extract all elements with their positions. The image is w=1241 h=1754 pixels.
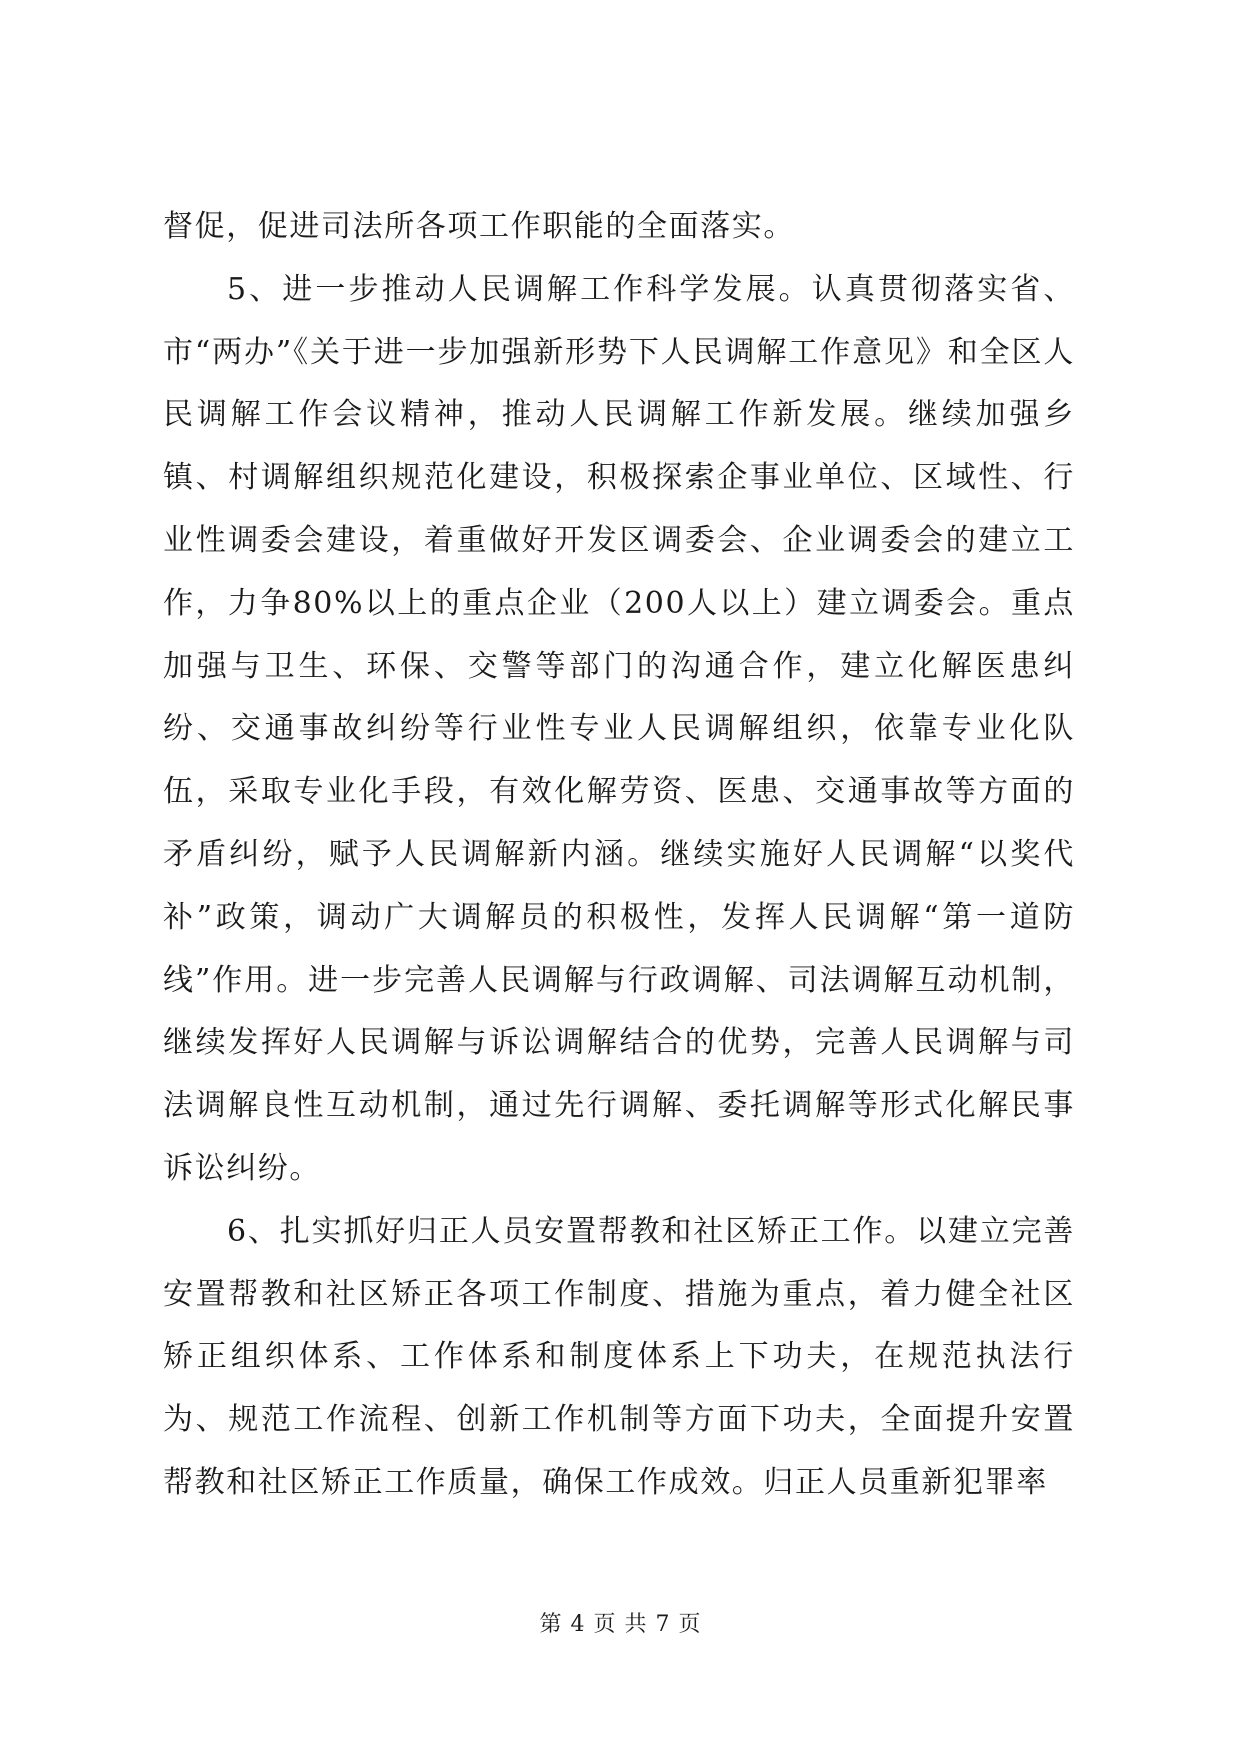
page-number-footer: 第 4 页 共 7 页 — [539, 1612, 702, 1637]
document-body — [163, 196, 1075, 1515]
paragraph-continuation: 督促，促进司法所各项工作职能的全面落实。 — [163, 209, 795, 244]
paragraph-item-5: 5、进一步推动人民调解工作科学发展。认真贯彻落实省、市“两办”《关于进一步加强新形势下人民调解工作意见》和全区人民调解工作会议精神，推动人民调解工作新发展。继续加强乡镇、村调解组织规范化建设，积极探索企事业单位、区域性、行业性调委会建设，着重做好开发区调委会、企业调委会的建立工作，力争80%以上的重点企业（200人以上）建立调委会。重点加强与卫生、环保、交警等部门的沟通合作，建立化解医患纠纷、交通事故纠纷等行业性专业人民调解组织，依靠专业化队伍，采取专业化手段，有效化解劳资、医患、交通事故等方面的矛盾纠纷，赋予人民调解新内涵。继续实施好人民调解“以奖代补”政策，调动广大调解员的积极性，发挥人民调解“第一道防线”作用。进一步完善人民调解与行政调解、司法调解互动机制，继续发挥好人民调解与诉讼调解结合的优势，完善人民调解与司法调解良性互动机制，通过先行调解、委托调解等形式化解民事诉讼纠纷。 — [163, 271, 1075, 1186]
paragraph-item-6: 6、扎实抓好归正人员安置帮教和社区矫正工作。以建立完善安置帮教和社区矫正各项工作制度、措施为重点，着力健全社区矫正组织体系、工作体系和制度体系上下功夫，在规范执法行为、规范工作流程、创新工作机制等方面下功夫，全面提升安置帮教和社区矫正工作质量，确保工作成效。归正人员重新犯罪率 — [163, 1213, 1075, 1500]
